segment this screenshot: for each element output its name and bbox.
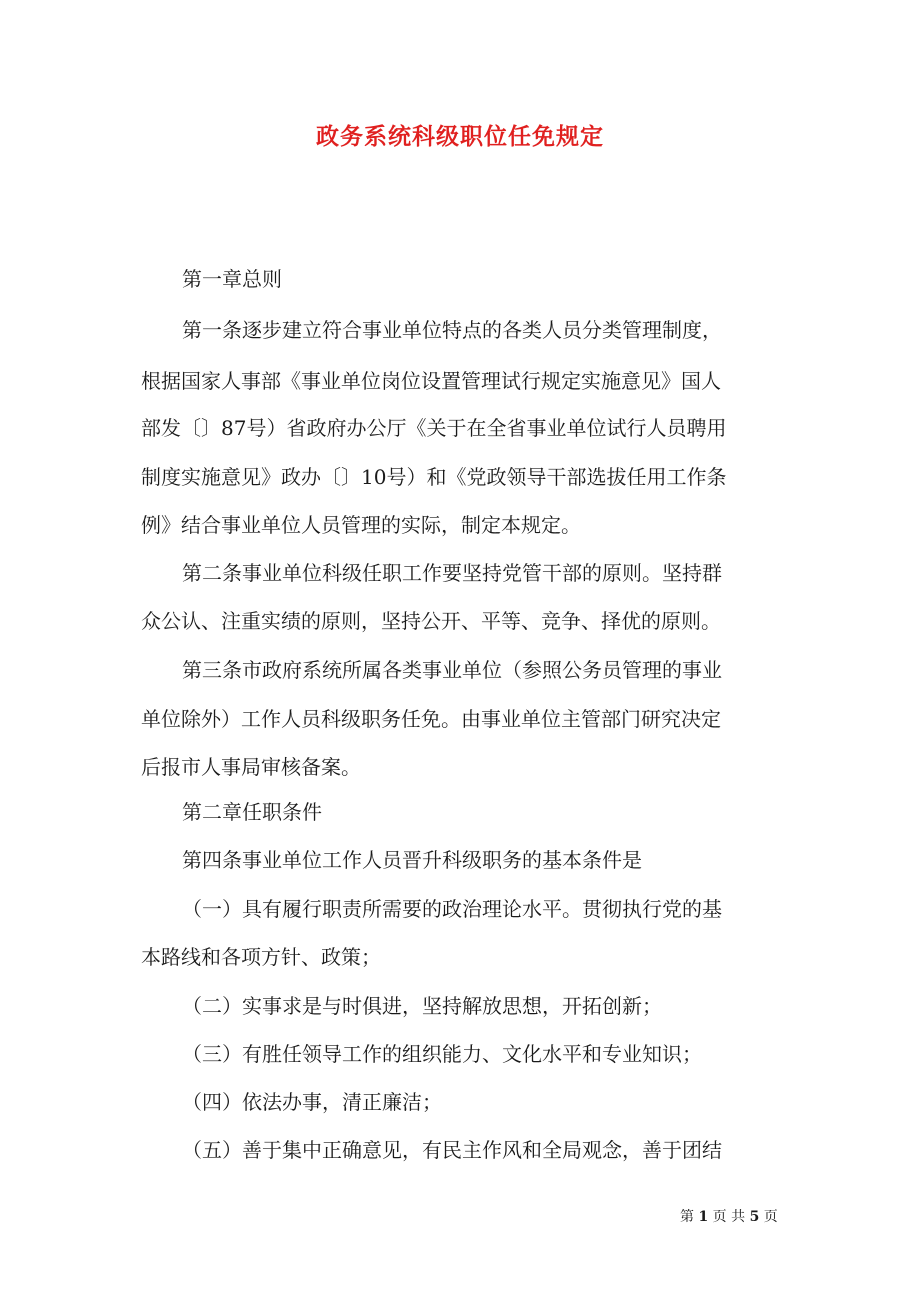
list-item-line: （三）有胜任领导工作的组织能力、文化水平和专业知识； — [182, 1042, 702, 1066]
footer-mid: 页 共 — [712, 1209, 746, 1225]
paragraph-line: 例》结合事业单位人员管理的实际，制定本规定。 — [141, 513, 581, 537]
list-item-line: （四）依法办事，清正廉洁； — [182, 1090, 442, 1114]
paragraph-line: 根据国家人事部《事业单位岗位设置管理试行规定实施意见》国人 — [141, 369, 721, 393]
paragraph-line: 第四条事业单位工作人员晋升科级职务的基本条件是 — [182, 848, 642, 872]
paragraph-line: 单位除外）工作人员科级职务任免。由事业单位主管部门研究决定 — [141, 707, 721, 731]
total-pages-number: 5 — [749, 1209, 760, 1225]
paragraph-line: 后报市人事局审核备案。 — [141, 755, 361, 779]
paragraph-line: 众公认、注重实绩的原则，坚持公开、平等、竞争、择优的原则。 — [141, 609, 721, 633]
chapter-heading: 第二章任职条件 — [182, 800, 322, 824]
footer-prefix: 第 — [680, 1209, 694, 1225]
paragraph-line: 第一条逐步建立符合事业单位特点的各类人员分类管理制度， — [182, 318, 722, 342]
document-title: 政务系统科级职位任免规定 — [316, 123, 604, 150]
list-item-line: （二）实事求是与时俱进，坚持解放思想，开拓创新； — [182, 994, 662, 1018]
paragraph-line: 部发〔〕87号）省政府办公厅《关于在全省事业单位试行人员聘用 — [141, 416, 727, 440]
paragraph-line: 制度实施意见》政办〔〕10号）和《党政领导干部选拔任用工作条 — [141, 465, 727, 489]
paragraph-line: 第三条市政府系统所属各类事业单位（参照公务员管理的事业 — [182, 658, 722, 682]
list-item-line: 本路线和各项方针、政策； — [141, 945, 381, 969]
current-page-number: 1 — [698, 1209, 709, 1225]
chapter-heading: 第一章总则 — [182, 267, 282, 291]
page-footer — [680, 1208, 778, 1226]
list-item-line: （五）善于集中正确意见，有民主作风和全局观念，善于团结 — [182, 1138, 722, 1162]
footer-suffix: 页 — [763, 1209, 778, 1225]
paragraph-line: 第二条事业单位科级任职工作要坚持党管干部的原则。坚持群 — [182, 561, 722, 585]
list-item-line: （一）具有履行职责所需要的政治理论水平。贯彻执行党的基 — [182, 897, 722, 921]
